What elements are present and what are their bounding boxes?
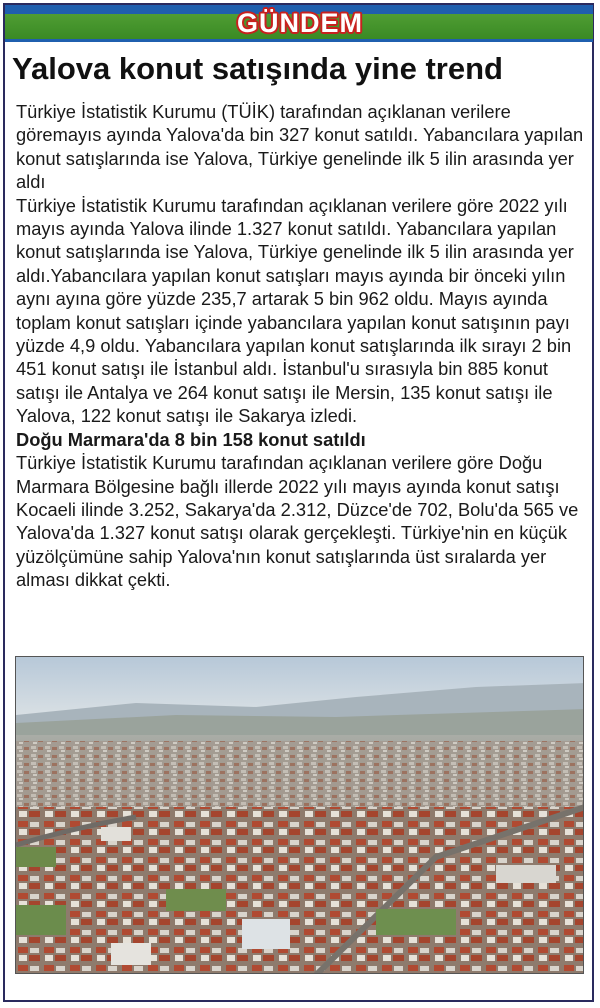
article-subheading: Doğu Marmara'da 8 bin 158 konut satıldı: [16, 428, 366, 450]
section-label: GÜNDEM: [237, 8, 363, 38]
article-paragraph: Türkiye İstatistik Kurumu tarafından açıklanan verilere göre 2022 yılı mayıs ayında Yalova ilinde 1.327 konut satıldı. Yabancılara yapılan konut satışlarında ise Yalova, Türkiye genelinde ilk 5 ilin arasında yer aldı.Yabancılara yapılan konut satışları mayıs ayında bir önceki yılın aynı ayına göre yüzde 235,7 artarak 5 bin 962 oldu. Mayıs ayında toplam konut satışları içinde yabancılara yapılan konut satışının payı yüzde 4,9 oldu. Yabancılara yapılan konut satışlarında ilk sırayı 2 bin 451 konut satışı ile İstanbul aldı. İstanbul'u sırasıyla bin 885 konut satışı ile Antalya ve 264 konut satışı ile Mersin, 135 konut satışı ile Yalova, 122 konut satışı ile Sakarya izledi.: [16, 194, 574, 427]
headline: Yalova konut satışında yine trend: [12, 51, 503, 86]
article-body: [16, 100, 588, 592]
aerial-photo-illustration: [16, 657, 584, 974]
header-band-bottom: [5, 39, 593, 42]
aerial-city-photo: [15, 656, 584, 974]
article-intro: Türkiye İstatistik Kurumu (TÜİK) tarafından açıklanan verilere göremayıs ayında Yalova'da bin 327 konut satıldı. Yabancılara yapılan konut satışlarında ise Yalova, Türkiye genelinde ilk 5 ilin arasında yer aldı: [16, 101, 584, 193]
article-paragraph: Türkiye İstatistik Kurumu tarafından açıklanan verilere göre Doğu Marmara Bölgesine bağlı illerde 2022 yılı mayıs ayında konut satışı Kocaeli ilinde 3.252, Sakarya'da 2.312, Düzce'de 702, Bolu'da 565 ve Yalova'da 1.327 konut satışı olarak gerçekleşti. Türkiye'nin en küçük yüzölçümüne sahip Yalova'nın konut satışlarında üst sıralarda yer alması dikkat çekti.: [16, 452, 579, 591]
